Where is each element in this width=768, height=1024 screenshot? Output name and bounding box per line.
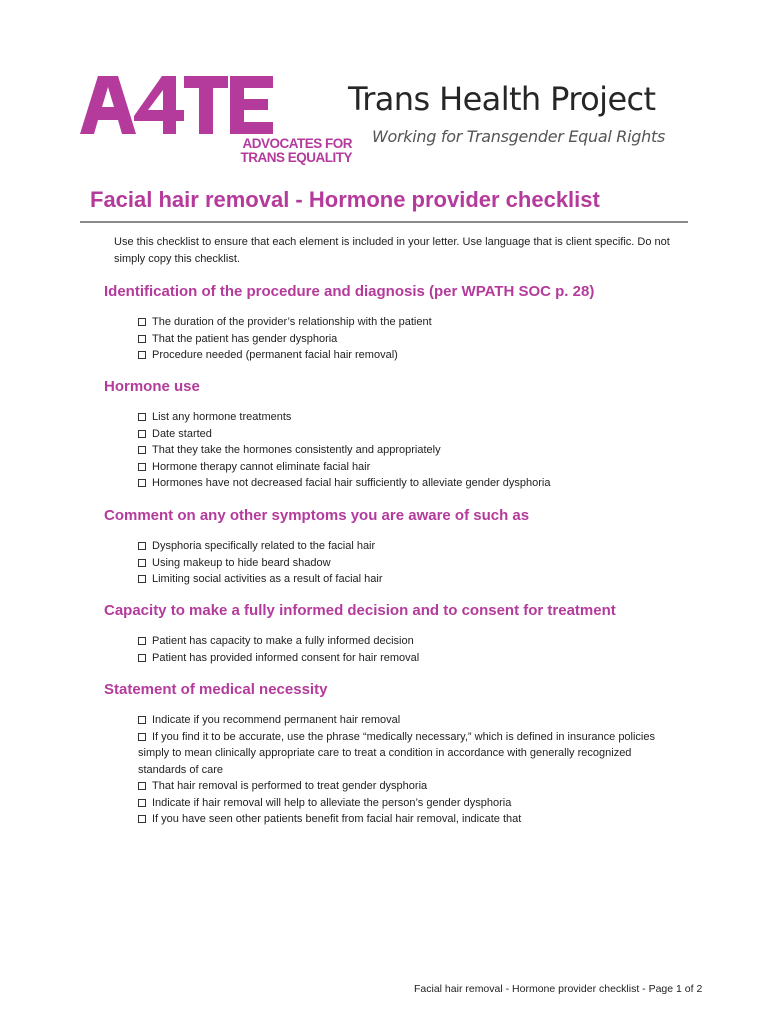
- section-list-other-symptoms: [138, 538, 668, 588]
- checkbox-icon[interactable]: [138, 351, 146, 359]
- checkbox-icon[interactable]: [138, 733, 146, 741]
- checklist-item: Indicate if hair removal will help to alleviate the person’s gender dysphoria: [138, 795, 668, 812]
- checklist-item: Hormone therapy cannot eliminate facial hair: [138, 459, 668, 476]
- a4te-logo: [80, 76, 352, 166]
- section-list-medical-necessity: [138, 712, 668, 828]
- section-list-identification: [138, 314, 668, 364]
- checkbox-icon[interactable]: [138, 637, 146, 645]
- checkbox-icon[interactable]: [138, 559, 146, 567]
- section-list-hormone-use: [138, 409, 668, 492]
- checkbox-icon[interactable]: [138, 318, 146, 326]
- checkbox-icon[interactable]: [138, 575, 146, 583]
- logo-line-1: ADVOCATES FOR: [242, 136, 352, 151]
- section-heading-medical-necessity: Statement of medical necessity: [104, 681, 328, 698]
- intro-paragraph: Use this checklist to ensure that each element is included in your letter. Use language that is client specific. Do not simply copy this checklist.: [114, 236, 670, 265]
- page-footer: Facial hair removal - Hormone provider checklist - Page 1 of 2: [414, 983, 703, 995]
- section-heading-hormone-use: Hormone use: [104, 378, 200, 395]
- checkbox-icon[interactable]: [138, 542, 146, 550]
- logo-tagline: [162, 137, 352, 165]
- header-title: Trans Health Project: [348, 80, 656, 118]
- checkbox-icon[interactable]: [138, 463, 146, 471]
- checkbox-icon[interactable]: [138, 446, 146, 454]
- document-title: Facial hair removal - Hormone provider checklist: [90, 187, 600, 212]
- checklist-item: Date started: [138, 426, 668, 443]
- checklist-item: Procedure needed (permanent facial hair removal): [138, 347, 668, 364]
- checkbox-icon[interactable]: [138, 782, 146, 790]
- checkbox-icon[interactable]: [138, 479, 146, 487]
- checklist-item: Dysphoria specifically related to the facial hair: [138, 538, 668, 555]
- checklist-item: If you find it to be accurate, use the phrase “medically necessary,” which is defined in insurance policies simply to mean clinically appropriate care to treat a condition in accordance with generally recognized standards of care: [138, 730, 655, 776]
- checklist-item: That the patient has gender dysphoria: [138, 331, 668, 348]
- checklist-item: The duration of the provider’s relationship with the patient: [138, 314, 668, 331]
- logo-line-2: TRANS EQUALITY: [240, 150, 352, 165]
- checklist-item: That they take the hormones consistently and appropriately: [138, 442, 668, 459]
- section-list-capacity: [138, 633, 668, 666]
- checklist-item: Hormones have not decreased facial hair sufficiently to alleviate gender dysphoria: [138, 475, 668, 492]
- header-subtitle: Working for Transgender Equal Rights: [372, 127, 665, 146]
- checklist-item: Patient has provided informed consent for hair removal: [138, 650, 668, 667]
- checkbox-icon[interactable]: [138, 799, 146, 807]
- section-heading-identification: Identification of the procedure and diagnosis (per WPATH SOC p. 28): [104, 283, 595, 300]
- title-divider: [80, 221, 688, 223]
- checklist-item: That hair removal is performed to treat gender dysphoria: [138, 778, 668, 795]
- section-heading-capacity: Capacity to make a fully informed decision and to consent for treatment: [104, 602, 616, 619]
- checklist-item: Using makeup to hide beard shadow: [138, 555, 668, 572]
- section-heading-other-symptoms: Comment on any other symptoms you are aware of such as: [104, 507, 530, 524]
- checkbox-icon[interactable]: [138, 654, 146, 662]
- checkbox-icon[interactable]: [138, 430, 146, 438]
- checkbox-icon[interactable]: [138, 716, 146, 724]
- checklist-item: If you have seen other patients benefit from facial hair removal, indicate that: [138, 811, 668, 828]
- checkbox-icon[interactable]: [138, 335, 146, 343]
- checklist-item: Limiting social activities as a result of facial hair: [138, 571, 668, 588]
- checklist-item: Patient has capacity to make a fully informed decision: [138, 633, 668, 650]
- checklist-item: Indicate if you recommend permanent hair removal: [138, 712, 668, 729]
- checkbox-icon[interactable]: [138, 413, 146, 421]
- checklist-item: List any hormone treatments: [138, 409, 668, 426]
- checkbox-icon[interactable]: [138, 815, 146, 823]
